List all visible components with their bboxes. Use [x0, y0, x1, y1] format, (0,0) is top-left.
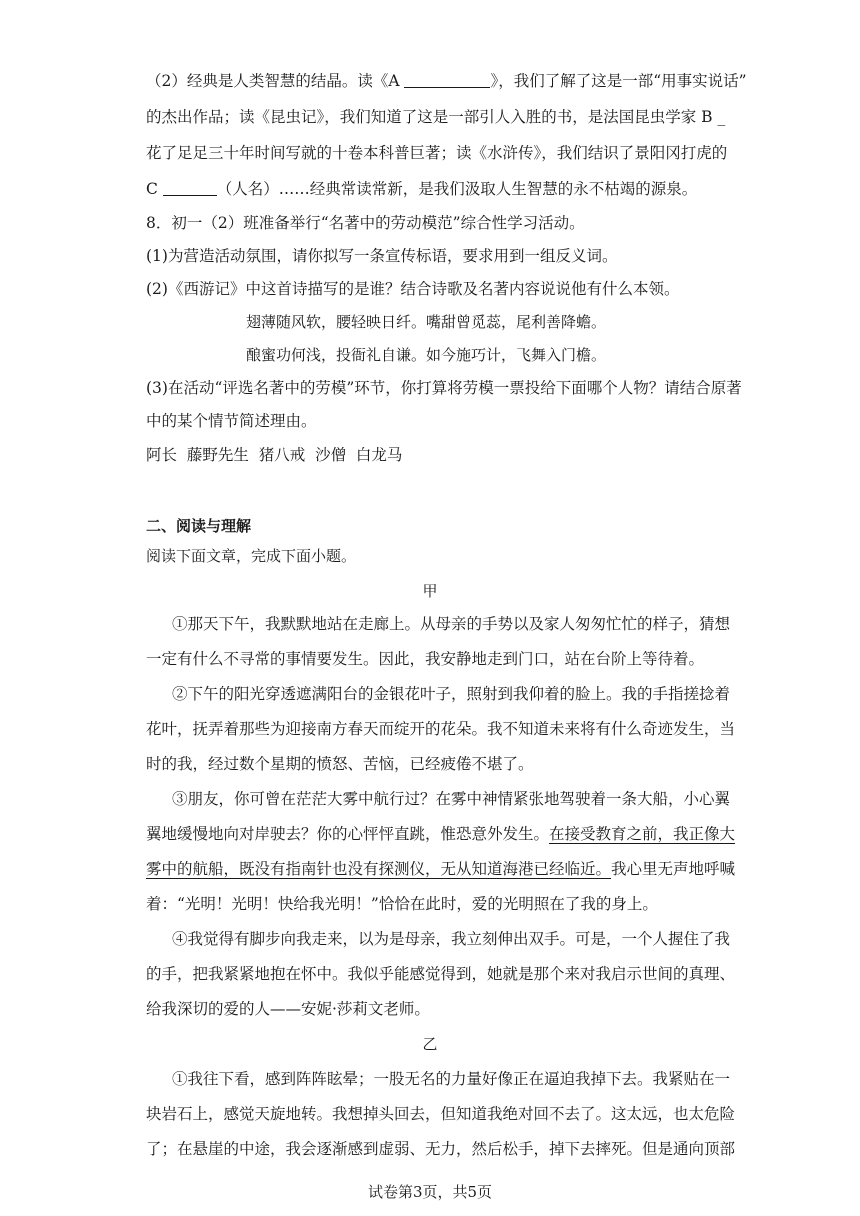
q7-part2-line3: 花了足足三十年时间写就的十卷本科普巨著；读《水浒传》，我们结识了景阳冈打虎的 [146, 144, 728, 162]
q8-sub3-line1: (3)在活动“评选名著中的劳模”环节，你打算将劳模一票投给下面哪个人物？请结合原著 [146, 379, 742, 397]
passage-jia-title: 甲 [422, 582, 438, 600]
q7-part2-line4: C （人名）……经典常读常新，是我们汲取人生智慧的永不枯竭的源泉。 [146, 180, 698, 198]
jia-p1-line1: ①那天下午，我默默地站在走廊上。从母亲的手势以及家人匆匆忙忙的样子，猜想 [172, 615, 731, 633]
jia-p4-line2: 的手，把我紧紧地抱在怀中。我似乎能感觉得到，她就是那个来对我启示世间的真理、 [146, 965, 736, 983]
jia-p4-line3: 给我深切的爱的人——安妮·莎莉文老师。 [146, 1000, 430, 1018]
section-instruction: 阅读下面文章，完成下面小题。 [146, 547, 357, 565]
section-heading: 二、阅读与理解 [146, 517, 252, 535]
poem-line-2: 酿蜜功何浅，投衙礼自谦。如今施巧计，飞舞入门檐。 [246, 346, 607, 364]
yi-p1-line3: 了；在悬崖的中途，我会逐渐感到虚弱、无力，然后松手，掉下去摔死。但是通向顶部 [146, 1140, 736, 1158]
q8-stem: 8．初一（2）班准备举行“名著中的劳动模范”综合性学习活动。 [146, 214, 585, 232]
jia-p2-line2: 花叶，抚弄着那些为迎接南方春天而绽开的花朵。我不知道未来将有什么奇迹发生，当 [146, 720, 736, 738]
underlined-sentence-part2: 雾中的航船，既没有指南针也没有探测仪，无从知道海港已经临近。 [146, 860, 612, 878]
jia-p2-line3: 时的我，经过数个星期的愤怒、苦恼，已经疲倦不堪了。 [146, 755, 534, 773]
jia-p3-line4: 着：“光明！光明！快给我光明！”恰恰在此时，爱的光明照在了我的身上。 [146, 895, 658, 913]
page-footer: 试卷第3页，共5页 [367, 1183, 493, 1201]
jia-p3-line3: 雾中的航船，既没有指南针也没有探测仪，无从知道海港已经临近。我心里无声地呼喊 [146, 860, 736, 878]
q8-character-options: 阿长 藤野先生 猪八戒 沙僧 白龙马 [146, 446, 403, 464]
answer-blank-a[interactable] [404, 72, 490, 88]
q8-sub1: (1)为营造活动氛围，请你拟写一条宣传标语，要求用到一组反义词。 [146, 247, 618, 265]
jia-p1-line2: 一定有什么不寻常的事情要发生。因此，我安静地走到门口，站在台阶上等待着。 [146, 650, 705, 668]
q7-part2-line2: 的杰出作品；读《昆虫记》，我们知道了这是一部引人入胜的书，是法国昆虫学家 B _ [146, 108, 726, 126]
q8-sub2: (2)《西游记》中这首诗描写的是谁？结合诗歌及名著内容说说他有什么本领。 [146, 280, 680, 298]
answer-blank-c[interactable] [163, 180, 217, 196]
jia-p4-line1: ④我觉得有脚步向我走来，以为是母亲，我立刻伸出双手。可是，一个人握住了我 [172, 930, 731, 948]
jia-p2-line1: ②下午的阳光穿透遮满阳台的金银花叶子，照射到我仰着的脸上。我的手指搓捻着 [172, 685, 731, 703]
yi-p1-line1: ①我往下看，感到阵阵眩晕；一股无名的力量好像正在逼迫我掉下去。我紧贴在一 [172, 1070, 731, 1088]
q7-part2-line1: （2）经典是人类智慧的结晶。读《A 》，我们了解了这是一部“用事实说话” [146, 72, 747, 90]
jia-p3-line1: ③朋友，你可曾在茫茫大雾中航行过？在雾中神情紧张地驾驶着一条大船，小心翼 [172, 790, 731, 808]
poem-line-1: 翅薄随风软，腰轻映日纤。嘴甜曾觅蕊，尾利善降蟾。 [246, 313, 607, 331]
yi-p1-line2: 块岩石上，感觉天旋地转。我想掉头回去，但知道我绝对回不去了。这太远，也太危险 [146, 1105, 736, 1123]
jia-p3-line2: 翼地缓慢地向对岸驶去？你的心怦怦直跳，惟恐意外发生。在接受教育之前，我正像大 [146, 825, 736, 843]
underlined-sentence-part1: 在接受教育之前，我正像大 [549, 825, 736, 843]
passage-yi-title: 乙 [422, 1035, 438, 1053]
q8-sub3-line2: 中的某个情节简述理由。 [146, 412, 317, 430]
